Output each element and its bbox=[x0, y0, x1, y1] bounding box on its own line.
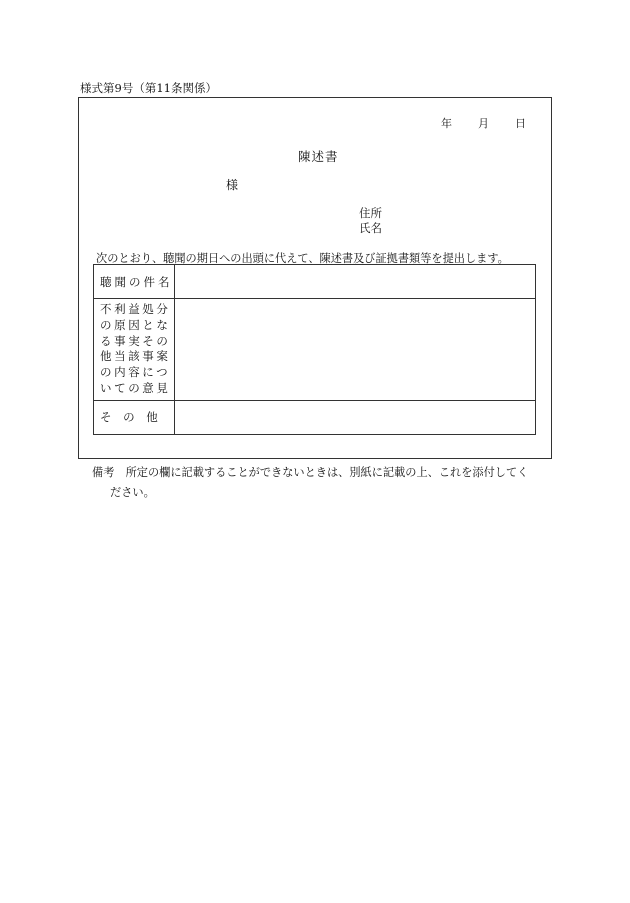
row-label-text: 聴聞の件名 bbox=[100, 274, 173, 289]
date-line bbox=[441, 115, 526, 131]
form-number-label: 様式第9号（第11条関係） bbox=[80, 81, 217, 95]
document-title: 陳述書 bbox=[298, 149, 339, 164]
addressee-honorific: 様 bbox=[226, 178, 239, 192]
date-day: 日 bbox=[515, 117, 526, 130]
statement-table bbox=[93, 264, 536, 435]
table-row bbox=[94, 299, 536, 401]
row-label-subject bbox=[94, 265, 175, 299]
name-label: 氏名 bbox=[359, 221, 382, 235]
label-line: 不利益処分 bbox=[100, 302, 171, 316]
other-value-cell[interactable] bbox=[175, 400, 536, 434]
row-label-opinion bbox=[94, 299, 175, 401]
remarks-line: 備考 所定の欄に記載することができないときは、別紙に記載の上、これを添付してく bbox=[92, 466, 529, 479]
row-label-text bbox=[94, 299, 174, 400]
label-line: る事実その bbox=[100, 333, 171, 348]
row-label-text: そ の 他 bbox=[100, 410, 162, 425]
table-row bbox=[94, 400, 536, 434]
opinion-value-cell[interactable] bbox=[175, 299, 536, 401]
address-label: 住所 bbox=[359, 206, 382, 220]
label-line: の原因とな bbox=[100, 317, 171, 332]
table-row bbox=[94, 265, 536, 299]
intro-statement: 次のとおり、聴聞の期日への出頭に代えて、陳述書及び証拠書類等を提出します。 bbox=[96, 252, 509, 265]
remarks-line: ださい。 bbox=[110, 486, 155, 499]
remarks-note bbox=[92, 463, 552, 503]
label-line: の内容につ bbox=[100, 365, 171, 380]
date-month: 月 bbox=[478, 117, 489, 130]
subject-value-cell[interactable] bbox=[175, 265, 536, 299]
label-line: 他当該事案 bbox=[100, 349, 171, 364]
label-line: いての意見 bbox=[100, 380, 171, 395]
date-year: 年 bbox=[441, 117, 452, 130]
row-label-other bbox=[94, 400, 175, 434]
